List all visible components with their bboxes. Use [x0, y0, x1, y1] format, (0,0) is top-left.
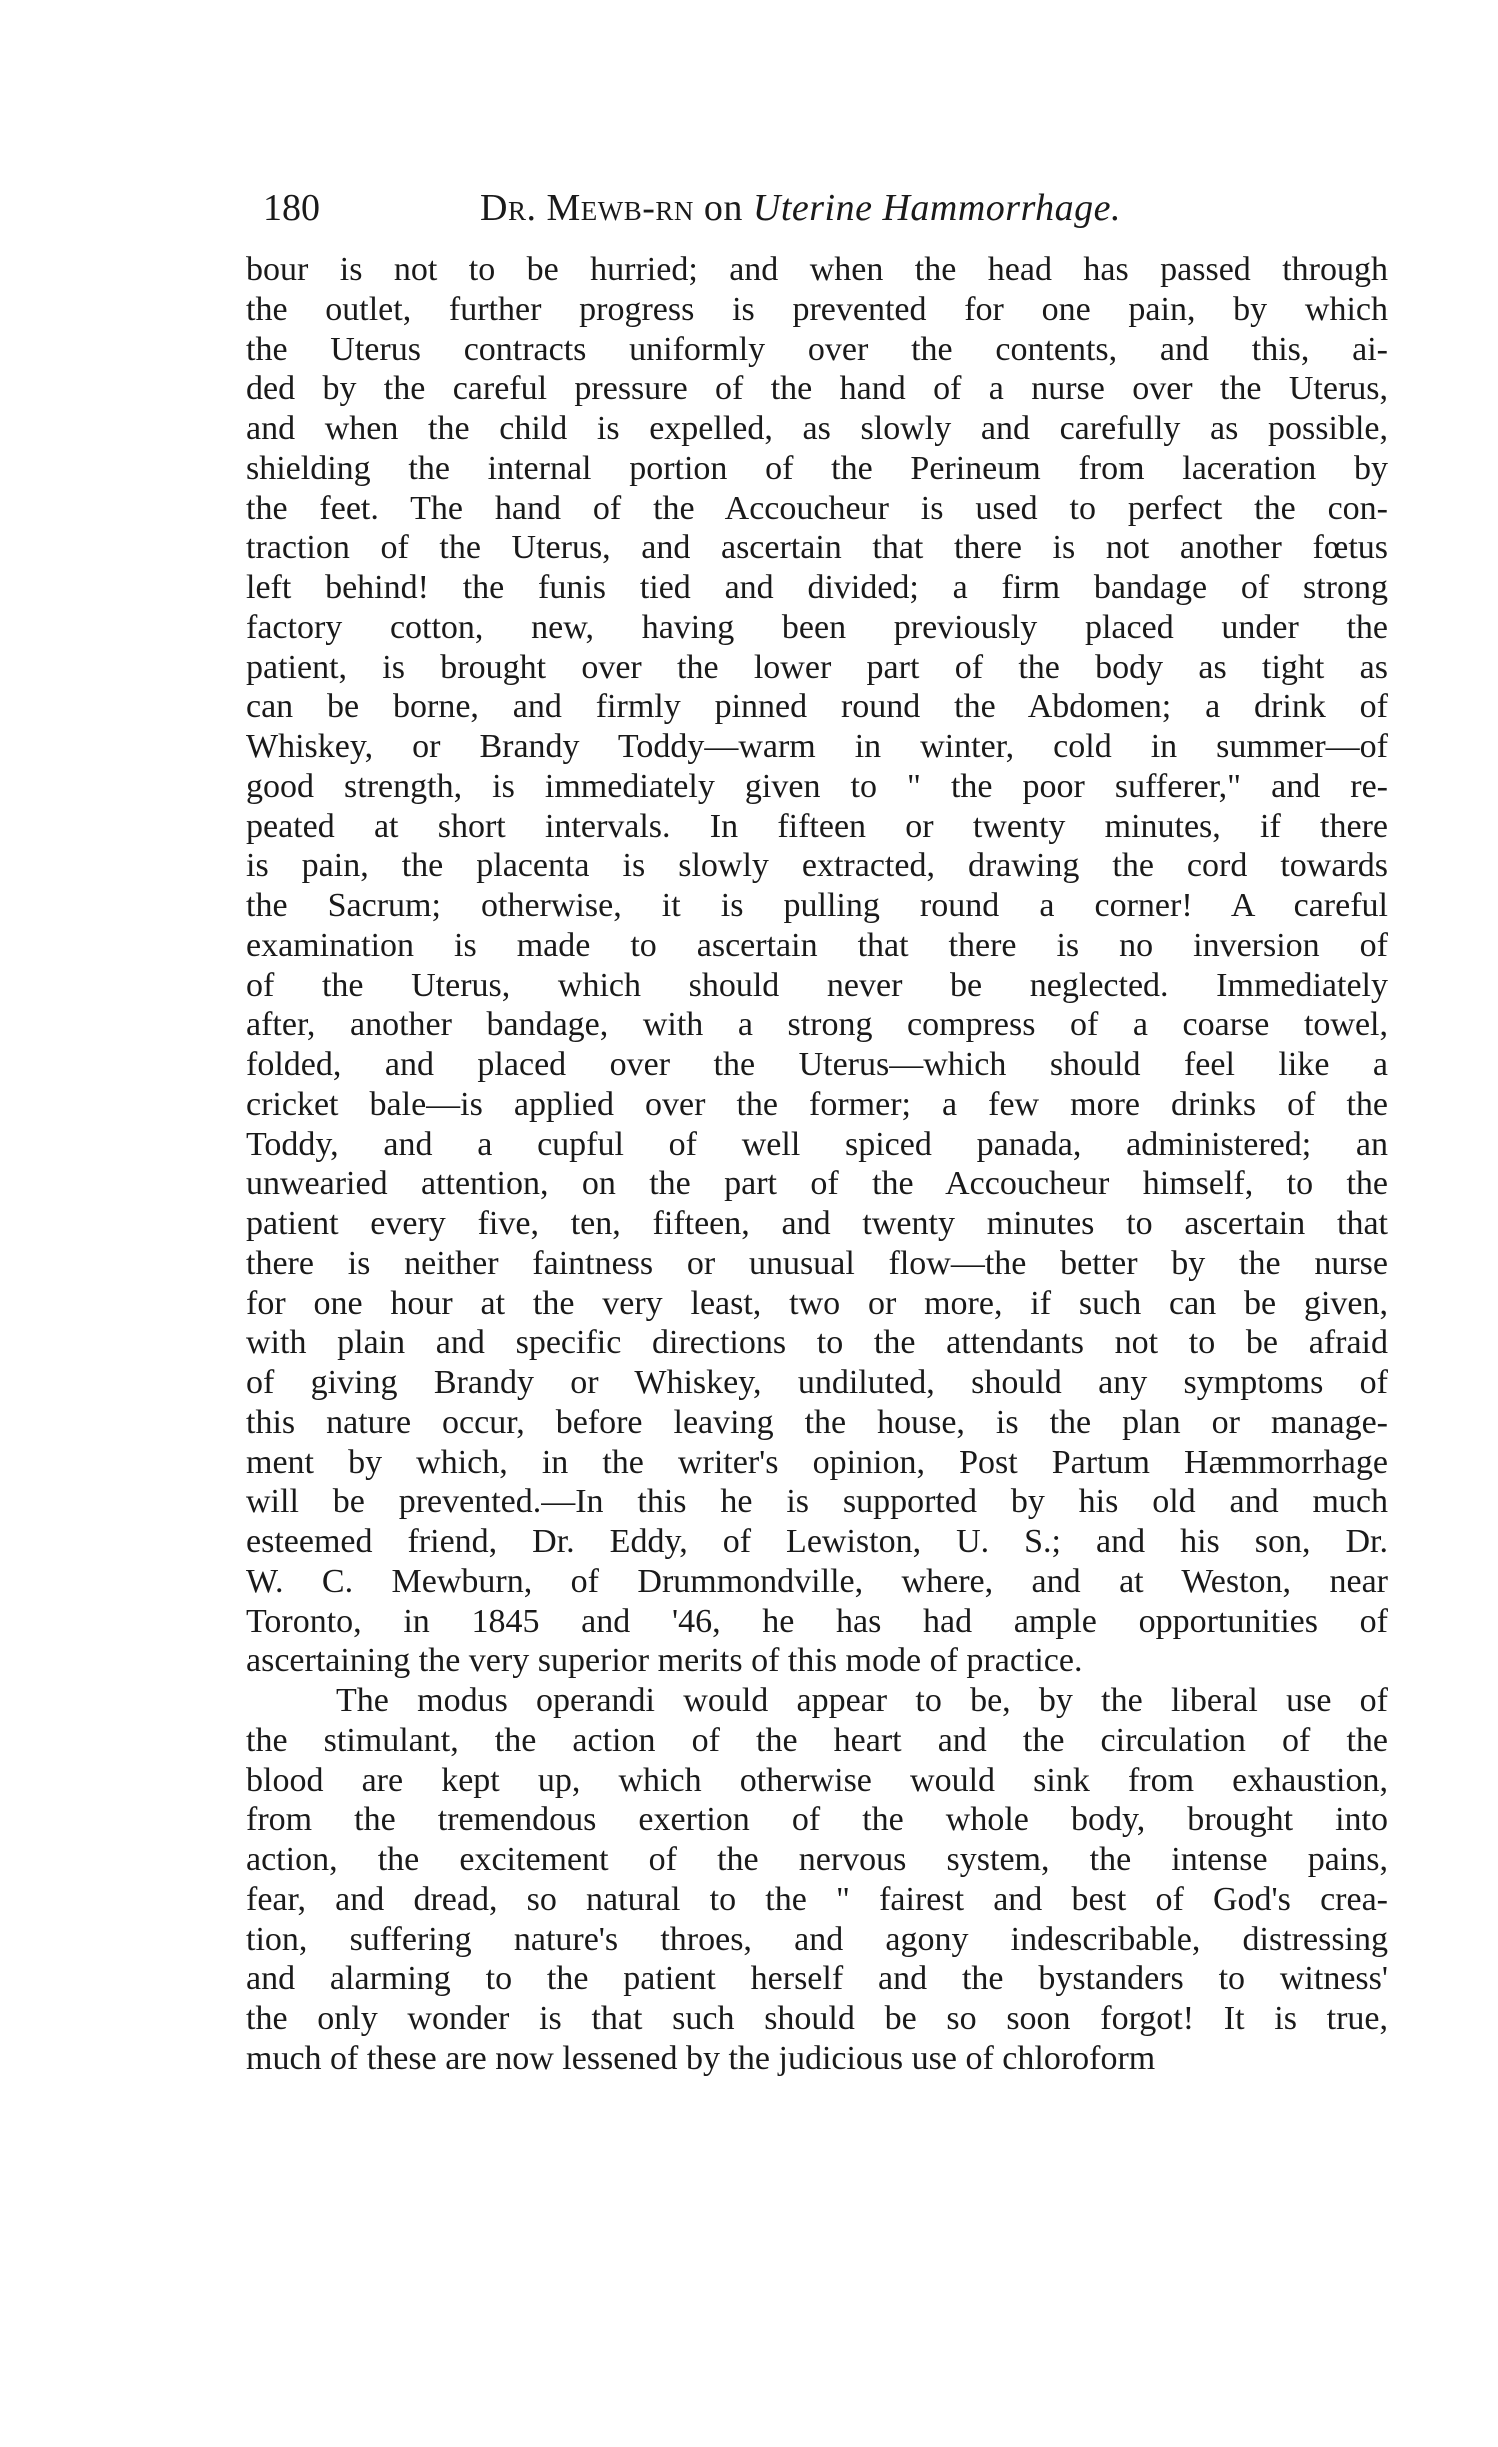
text-line: the Uterus contracts uniformly over the contents, and this, ai- — [246, 330, 1388, 368]
text-line: tion, suffering nature's throes, and agony indescribable, distressing — [246, 1920, 1388, 1958]
text-line: of the Uterus, which should never be neglected. Immediately — [246, 966, 1388, 1004]
text-line: the Sacrum; otherwise, it is pulling round a corner! A careful — [246, 887, 1388, 924]
text-line: The modus operandi would appear to be, by the liberal use of — [336, 1682, 1388, 1719]
page-number: 180 — [263, 187, 320, 229]
running-head-connector: on — [693, 187, 753, 229]
text-line: action, the excitement of the nervous system, the intense pains, — [246, 1841, 1388, 1878]
text-line: of giving Brandy or Whiskey, undiluted, should any symptoms of — [246, 1364, 1388, 1401]
text-line: Whiskey, or Brandy Toddy—warm in winter, cold in summer—of — [246, 728, 1388, 765]
text-line: will be prevented.—In this he is supported by his old and much — [246, 1483, 1388, 1521]
text-line: esteemed friend, Dr. Eddy, of Lewiston, U. S.; and his son, Dr. — [246, 1523, 1388, 1560]
text-line: for one hour at the very least, two or more, if such can be given, — [246, 1284, 1388, 1322]
text-line: this nature occur, before leaving the house, is the plan or manage- — [246, 1403, 1388, 1441]
text-line: the feet. The hand of the Accoucheur is used to perfect the con- — [246, 489, 1388, 527]
text-line: peated at short intervals. In fifteen or twenty minutes, if there — [246, 807, 1388, 845]
text-line: the stimulant, the action of the heart and the circulation of the — [246, 1721, 1388, 1759]
text-line: factory cotton, new, having been previously placed under the — [246, 608, 1388, 646]
text-line: much of these are now lessened by the judicious use of chloroform — [246, 2039, 1156, 2077]
text-line: ment by which, in the writer's opinion, Post Partum Hæmmorrhage — [246, 1443, 1388, 1481]
text-line: patient every five, ten, fifteen, and twenty minutes to ascertain that — [246, 1205, 1388, 1242]
text-line: Toronto, in 1845 and '46, he has had ample opportunities of — [246, 1602, 1388, 1640]
text-line: and when the child is expelled, as slowly and carefully as possible, — [246, 410, 1388, 447]
text-line: with plain and specific directions to the attendants not to be afraid — [246, 1324, 1388, 1362]
text-line: blood are kept up, which otherwise would sink from exhaustion, — [246, 1761, 1388, 1799]
text-line: fear, and dread, so natural to the " fairest and best of God's crea- — [246, 1880, 1388, 1918]
text-line: the only wonder is that such should be so soon forgot! It is true, — [246, 2000, 1388, 2037]
text-line: ascertaining the very superior merits of this mode of practice. — [246, 1642, 1083, 1680]
text-line: left behind! the funis tied and divided; a firm bandage of strong — [246, 569, 1388, 606]
text-line: W. C. Mewburn, of Drummondville, where, and at Weston, near — [246, 1562, 1388, 1600]
running-head — [480, 178, 1121, 238]
text-line: is pain, the placenta is slowly extracted, drawing the cord towards — [246, 847, 1388, 885]
text-line: bour is not to be hurried; and when the head has passed through — [246, 251, 1388, 288]
text-line: and alarming to the patient herself and the bystanders to witness' — [246, 1960, 1388, 1998]
text-line: traction of the Uterus, and ascertain that there is not another fœtus — [246, 529, 1388, 567]
text-line: patient, is brought over the lower part of the body as tight as — [246, 648, 1388, 686]
text-line: can be borne, and firmly pinned round the Abdomen; a drink of — [246, 688, 1388, 726]
text-line: there is neither faintness or unusual flow—the better by the nurse — [246, 1244, 1388, 1282]
running-head-author: Dr. Mewb-rn — [480, 187, 694, 229]
text-line: good strength, is immediately given to " the poor sufferer," and re- — [246, 767, 1388, 805]
text-line: the outlet, further progress is prevented for one pain, by which — [246, 290, 1388, 328]
text-line: after, another bandage, with a strong compress of a coarse towel, — [246, 1006, 1388, 1044]
text-line: folded, and placed over the Uterus—which should feel like a — [246, 1046, 1388, 1083]
text-line: unwearied attention, on the part of the Accoucheur himself, to the — [246, 1165, 1388, 1203]
page-header — [245, 178, 1385, 238]
body-text — [246, 250, 1388, 2079]
text-line: Toddy, and a cupful of well spiced panada, administered; an — [246, 1125, 1388, 1163]
text-line: examination is made to ascertain that there is no inversion of — [246, 926, 1388, 964]
text-line: shielding the internal portion of the Perineum from laceration by — [246, 449, 1388, 487]
text-line: cricket bale—is applied over the former; a few more drinks of the — [246, 1085, 1388, 1123]
running-head-topic: Uterine Hammorrhage. — [752, 187, 1122, 229]
text-line: ded by the careful pressure of the hand of a nurse over the Uterus, — [246, 370, 1388, 408]
text-line: from the tremendous exertion of the whole body, brought into — [246, 1801, 1388, 1839]
